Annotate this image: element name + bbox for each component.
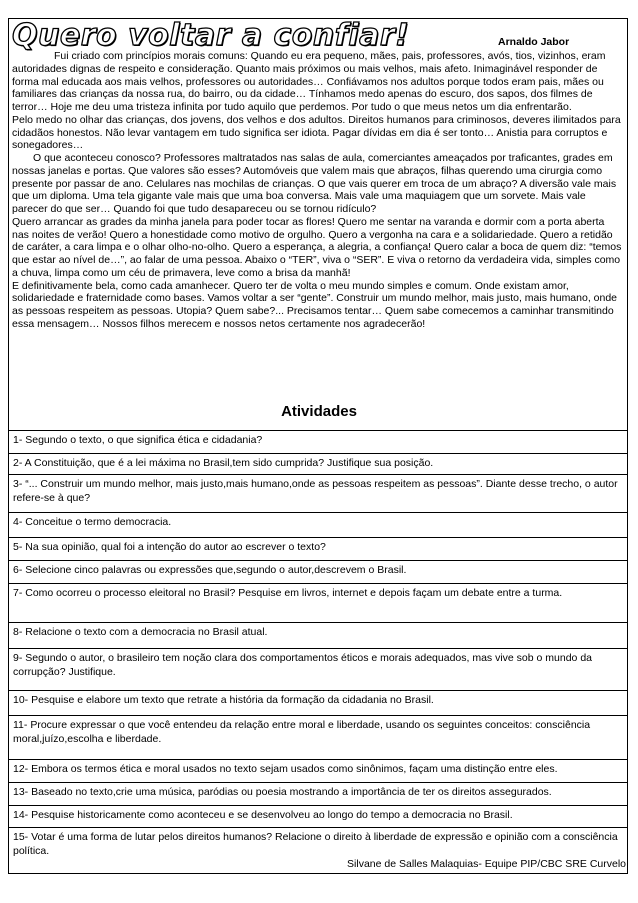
activity-item: 2- A Constituição, que é a lei máxima no Brasil,tem sido cumprida? Justifique sua posição. [8,453,628,470]
activity-item: 6- Selecione cinco palavras ou expressões que,segundo o autor,descrevem o Brasil. [8,560,628,577]
activity-item: 9- Segundo o autor, o brasileiro tem noção clara dos comportamentos éticos e morais adequados, mas vive sob o mundo da corrupção? Justifique. [8,648,628,679]
activity-item: 8- Relacione o texto com a democracia no Brasil atual. [8,622,628,639]
title-row [12,18,624,53]
activity-item: 15- Votar é uma forma de lutar pelos direitos humanos? Relacione o direito à liberdade de expressão e opinião com a consciência política. [8,827,628,858]
page-title: Quero voltar a confiar! [12,18,410,53]
activity-item: 14- Pesquise historicamente como aconteceu e se desenvolveu ao longo do tempo a democracia no Brasil. [8,805,628,822]
paragraph-2: Pelo medo no olhar das crianças, dos jovens, dos velhos e dos adultos. Direitos humanos para criminosos, deveres ilimitados para cidadãos honestos. Não levar vantagem em tudo significa ser idiota. Pagar dívidas em dia é ser tonto… Anistia para corruptos e sonegadores… [12,113,621,152]
activity-item: 10- Pesquise e elabore um texto que retrate a história da formação da cidadania no Brasil. [8,690,628,707]
activity-item: 5- Na sua opinião, qual foi a intenção do autor ao escrever o texto? [8,537,628,554]
activity-item: 11- Procure expressar o que você entendeu da relação entre moral e liberdade, usando os seguintes conceitos: consciência moral,juízo,escolha e liberdade. [8,715,628,746]
paragraph-5: E definitivamente bela, como cada amanhecer. Quero ter de volta o meu mundo simples e comum. Onde existam amor, solidariedade e fraternidade como bases. Vamos voltar a ser “gente”. Construir um mundo melhor, mais justo, mais humano, onde as pessoas respeitem as pessoas. Utopia? Quem sabe?... Precisamos tentar… Quem sabe comecemos a caminhar transmitindo essa mensagem… Nossos filhos merecem e nossos netos certamente nos agradecerão! [12,279,618,330]
activities-title: Atividades [281,403,357,420]
paragraph-1: Fui criado com princípios morais comuns: Quando eu era pequeno, mães, pais, professores, avós, tios, vizinhos, eram autoridades dignas de respeito e consideração. Quanto mais próximos ou mais velhos, mais afeto. Inimaginável responder de forma mal educada aos mais velhos, professores ou autoridades… Confiávamos nos adultos porque todos eram pais, mães ou familiares das crianças da nossa rua, do bairro, ou da cidade… Tínhamos medo apenas do escuro, dos sapos, dos filmes de terror… Hoje me deu uma tristeza infinita por tudo aquilo que perdemos. Por tudo o que meus netos um dia enfrentarão. [12,50,606,113]
activity-item: 12- Embora os termos ética e moral usados no texto sejam usados como sinônimos, façam uma distinção entre eles. [8,759,628,776]
activity-item: 4- Conceitue o termo democracia. [8,512,628,529]
activity-item: 3- “... Construir um mundo melhor, mais justo,mais humano,onde as pessoas respeitem as pessoas”. Diante desse trecho, o autor refere-se à que? [8,474,628,505]
article-text [12,50,624,331]
activity-item: 7- Como ocorreu o processo eleitoral no Brasil? Pesquise em livros, internet e depois façam um debate entre a turma. [8,583,628,600]
activity-item: 13- Baseado no texto,crie uma música, paródias ou poesia mostrando a importância de ter os direitos assegurados. [8,782,628,799]
author-name: Arnaldo Jabor [498,36,570,48]
paragraph-4: Quero arrancar as grades da minha janela para poder tocar as flores! Quero me sentar na varanda e dormir com a porta aberta nas noites de verão! Quero a honestidade como motivo de orgulho. Quero a vergonha na cara e a solidariedade. Quero a retidão de caráter, a cara limpa e o olhar olho-no-olho. Quero a esperança, a alegria, a confiança! Quero calar a boca de quem diz: “temos que estar ao nível de…”, ao falar de uma pessoa. Abaixo o “TER”, viva o “SER”. E viva o retorno da verdadeira vida, simples como a chuva, limpa como um céu de primavera, leve como a brisa da manhã! [12,215,622,279]
paragraph-3: O que aconteceu conosco? Professores maltratados nas salas de aula, comerciantes ameaçados por traficantes, grades em nossas janelas e portas. Que valores são esses? Automóveis que valem mais que abraços, filhas querendo uma cirurgia como presente por passar de ano. Celulares nas mochilas de crianças. O que vais querer em troca de um abraço? A diversão vale mais que um diploma. Uma tela gigante vale mais que uma boa conversa. Mais vale uma maquiagem que um sorvete. Mais vale parecer do que ser… Quando foi que tudo desapareceu ou se tornou ridículo? [12,152,617,215]
footer-signature: Silvane de Salles Malaquias- Equipe PIP/CBC SRE Curvelo [347,858,626,870]
activity-item: 1- Segundo o texto, o que significa ética e cidadania? [8,430,628,447]
